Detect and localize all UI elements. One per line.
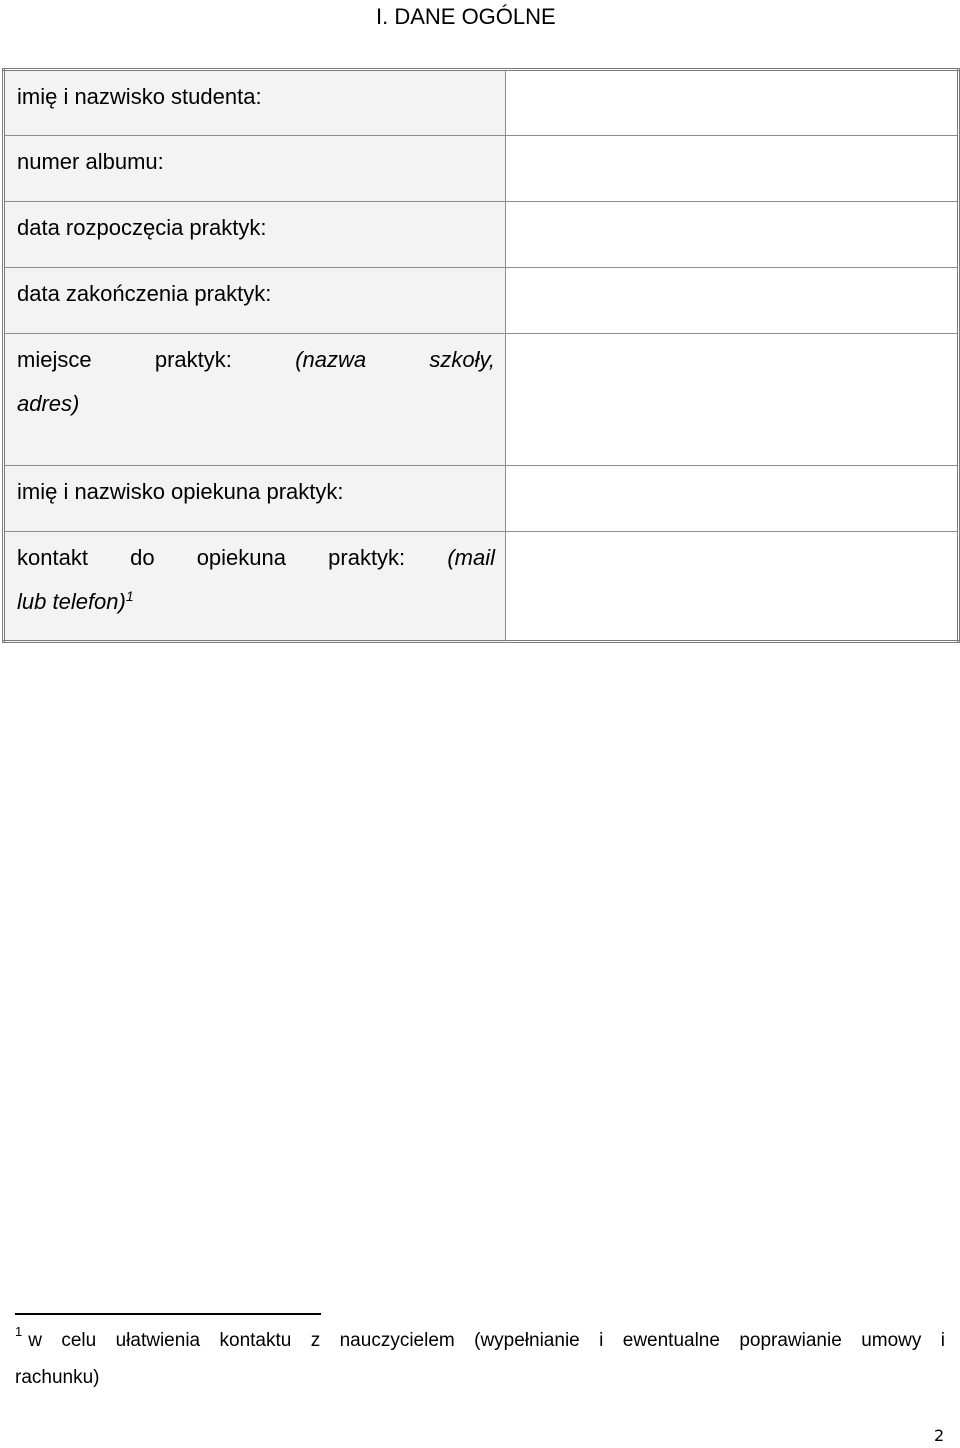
form-label-internship-place xyxy=(4,334,506,466)
form-row-album-number xyxy=(4,136,959,202)
page-number: 2 xyxy=(934,1426,945,1445)
form-label-end-date: data zakończenia praktyk: xyxy=(4,268,506,334)
form-label-supervisor-name: imię i nazwisko opiekuna praktyk: xyxy=(4,466,506,532)
form-row-internship-place xyxy=(4,334,959,466)
supervisor-contact-label-line2 xyxy=(17,580,495,624)
form-row-student-name xyxy=(4,70,959,136)
supervisor-contact-label-line1 xyxy=(17,536,495,580)
form-row-start-date xyxy=(4,202,959,268)
form-label-start-date: data rozpoczęcia praktyk: xyxy=(4,202,506,268)
form-label-supervisor-contact xyxy=(4,532,506,642)
footnote-line1 xyxy=(15,1322,945,1359)
form-field-student-name[interactable] xyxy=(506,70,959,136)
form-field-album-number[interactable] xyxy=(506,136,959,202)
section-title: I. DANE OGÓLNE xyxy=(376,4,556,29)
supervisor-contact-label-italic-line2: lub telefon) xyxy=(17,589,126,614)
form-row-end-date xyxy=(4,268,959,334)
footnote-line2: rachunku) xyxy=(15,1367,100,1388)
form-row-supervisor-contact xyxy=(4,532,959,642)
footnote-mark: 1 xyxy=(15,1324,23,1339)
footnote-text-line1: w celu ułatwienia kontaktu z nauczycielem (wypełnianie i ewentualne poprawianie umowy i xyxy=(28,1330,945,1351)
footnote-separator xyxy=(15,1313,321,1315)
form-label-student-name: imię i nazwisko studenta: xyxy=(4,70,506,136)
supervisor-contact-label-italic: (mail xyxy=(447,545,495,570)
general-data-form-table xyxy=(2,68,960,643)
form-label-album-number: numer albumu: xyxy=(4,136,506,202)
form-row-supervisor-name xyxy=(4,466,959,532)
internship-place-label-plain: miejsce praktyk: xyxy=(17,347,232,372)
form-field-supervisor-name[interactable] xyxy=(506,466,959,532)
footnote xyxy=(15,1322,945,1396)
form-field-start-date[interactable] xyxy=(506,202,959,268)
form-field-internship-place[interactable] xyxy=(506,334,959,466)
form-field-end-date[interactable] xyxy=(506,268,959,334)
supervisor-contact-label-plain: kontakt do opiekuna praktyk: xyxy=(17,545,406,570)
form-field-supervisor-contact[interactable] xyxy=(506,532,959,642)
internship-place-label-line2: adres) xyxy=(17,391,80,416)
internship-place-label-line1 xyxy=(17,338,495,382)
internship-place-label-italic: (nazwa szkoły, xyxy=(295,347,495,372)
footnote-reference: 1 xyxy=(125,588,134,604)
